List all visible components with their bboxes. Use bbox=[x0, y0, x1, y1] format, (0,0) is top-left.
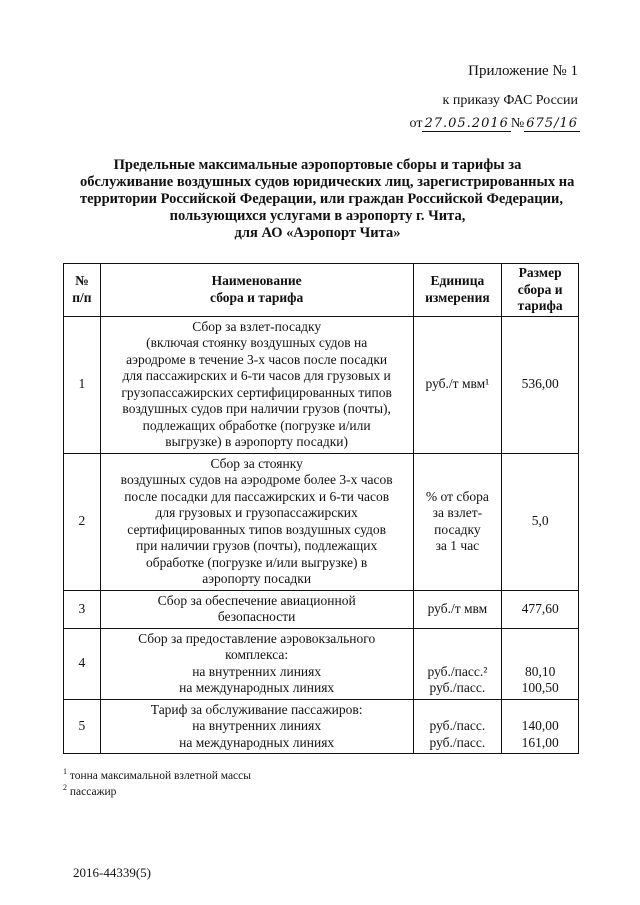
title-line: Предельные максимальные аэропортовые сборы и тарифы за bbox=[113, 157, 522, 173]
title-line: для АО «Аэропорт Чита» bbox=[234, 225, 401, 241]
number-prefix: № bbox=[510, 116, 525, 131]
fee-name: Сбор за стоянку воздушных судов на аэродроме более 3-х часов после посадки для пассажирских и 6-ти часов для грузовых и грузопассажирских сертифицированных типов воздушных судов при наличии грузов (почты), подлежащих обработке (погрузке и/или выгрузке) в аэропорту посадки bbox=[100, 453, 413, 590]
fee-unit: руб./пасс.² руб./пасс. bbox=[413, 628, 502, 699]
table-row bbox=[64, 316, 579, 453]
fee-amount: 80,10 100,50 bbox=[502, 628, 579, 699]
document-title bbox=[80, 157, 575, 242]
order-date-line bbox=[410, 116, 580, 132]
fee-name: Тариф за обслуживание пассажиров: на внутренних линиях на международных линиях bbox=[100, 699, 413, 754]
header-amount: Размер сбора и тарифа bbox=[502, 264, 579, 317]
row-number: 5 bbox=[64, 699, 101, 754]
row-number: 2 bbox=[64, 453, 101, 590]
fee-amount: 5,0 bbox=[502, 453, 579, 590]
fee-amount: 140,00 161,00 bbox=[502, 699, 579, 754]
table-row bbox=[64, 453, 579, 590]
title-line: территории Российской Федерации, или граждан Российской Федерации, bbox=[80, 191, 563, 207]
handwritten-date: 27.05.2016 bbox=[424, 116, 509, 131]
row-number: 4 bbox=[64, 628, 101, 699]
date-prefix: от bbox=[409, 116, 423, 131]
row-number: 3 bbox=[64, 590, 101, 628]
fee-amount: 536,00 bbox=[502, 316, 579, 453]
fee-unit: руб./т мвм¹ bbox=[413, 316, 502, 453]
table-row bbox=[64, 590, 579, 628]
header-name: Наименование сбора и тарифа bbox=[100, 264, 413, 317]
fee-amount: 477,60 bbox=[502, 590, 579, 628]
fee-unit: руб./пасс. руб./пасс. bbox=[413, 699, 502, 754]
row-number: 1 bbox=[64, 316, 101, 453]
document-number: 2016-44339(5) bbox=[73, 865, 151, 880]
fees-table bbox=[63, 263, 579, 754]
table-header-row bbox=[64, 264, 579, 317]
appendix-label: Приложение № 1 bbox=[468, 63, 578, 79]
order-reference: к приказу ФАС России bbox=[442, 93, 578, 108]
table-row bbox=[64, 628, 579, 699]
header-unit: Единица измерения bbox=[413, 264, 502, 317]
fee-name: Сбор за взлет-посадку (включая стоянку воздушных судов на аэродроме в течение 3-х часов после посадки для пассажирских и 6-ти часов для грузовых и грузопассажирских сертифицированных типов воздушных судов при наличии грузов (почты), подлежащих обработке (погрузке и/или выгрузке) в аэропорту посадки) bbox=[100, 316, 413, 453]
fee-unit: руб./т мвм bbox=[413, 590, 502, 628]
footnote-2: $^2$ пассажир bbox=[63, 783, 117, 798]
title-line: пользующихся услугами в аэропорту г. Чита, bbox=[169, 208, 466, 224]
fee-name: Сбор за обеспечение авиационной безопасности bbox=[100, 590, 413, 628]
fee-unit: % от сбора за взлет- посадку за 1 час bbox=[413, 453, 502, 590]
header-num: № п/п bbox=[64, 264, 101, 317]
title-line: обслуживание воздушных судов юридических лиц, зарегистрированных на bbox=[80, 174, 575, 190]
handwritten-number: 675/16 bbox=[526, 116, 578, 131]
footnote-1: $^1$ тонна максимальной взлетной массы bbox=[63, 767, 251, 782]
table-row bbox=[64, 699, 579, 754]
fee-name: Сбор за предоставление аэровокзального комплекса: на внутренних линиях на международных линиях bbox=[100, 628, 413, 699]
